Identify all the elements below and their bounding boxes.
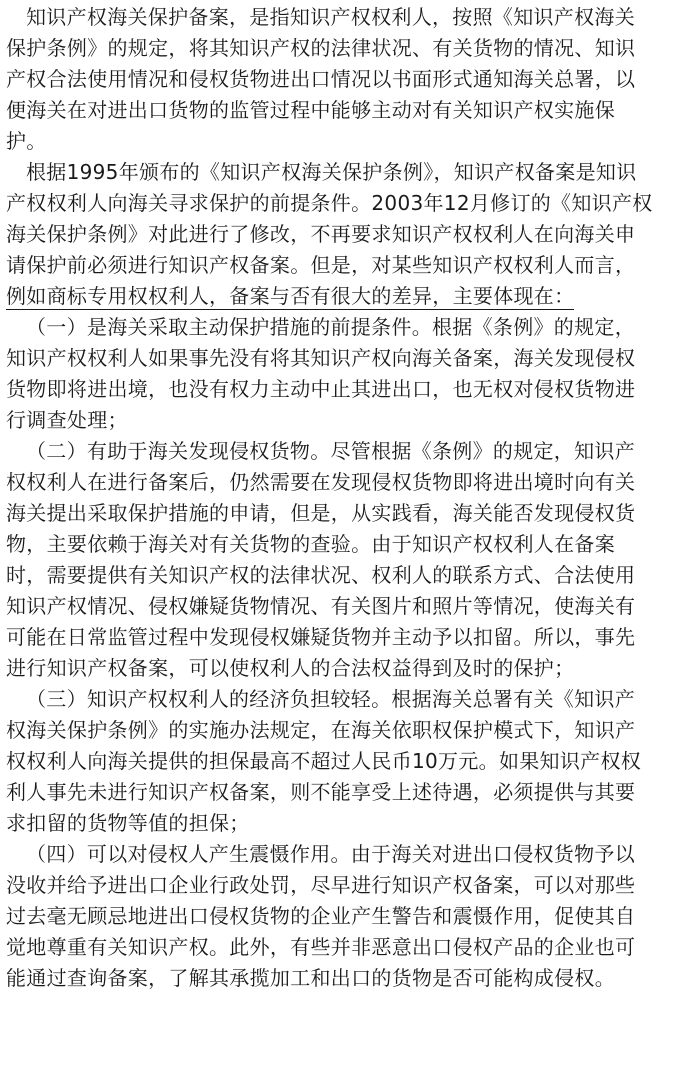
text-line: 产权权利人向海关寻求保护的前提条件。2003年12月修订的《知识产权 — [6, 191, 653, 215]
paragraph-point-4 — [6, 839, 694, 994]
text-line: （三）知识产权权利人的经济负担较轻。根据海关总署有关《知识产 — [26, 687, 635, 711]
text-line: 能通过查询备案，了解其承揽加工和出口的货物是否可能构成侵权。 — [6, 966, 615, 990]
text-line: 没收并给予进出口企业行政处罚，尽早进行知识产权备案，可以对那些 — [6, 873, 636, 897]
text-line: 进行知识产权备案，可以使权利人的合法权益得到及时的保护； — [6, 656, 575, 680]
text-line: 权权利人在进行备案后，仍然需要在发现侵权货物即将进出境时向有关 — [6, 470, 636, 494]
text-line: 请保护前必须进行知识产权备案。但是，对某些知识产权权利人而言， — [6, 253, 636, 277]
text-line: 知识产权海关保护备案，是指知识产权权利人，按照《知识产权海关 — [26, 5, 635, 29]
text-line: 权海关保护条例》的实施办法规定，在海关依职权保护模式下，知识产 — [6, 718, 636, 742]
text-line: 保护条例》的规定，将其知识产权的法律状况、有关货物的情况、知识 — [6, 36, 636, 60]
paragraph-intro — [6, 2, 694, 157]
text-line: 觉地尊重有关知识产权。此外，有些并非恶意出口侵权产品的企业也可 — [6, 935, 636, 959]
text-line: 便海关在对进出口货物的监管过程中能够主动对有关知识产权实施保 — [6, 98, 615, 122]
text-line: 利人事先未进行知识产权备案，则不能享受上述待遇，必须提供与其要 — [6, 780, 636, 804]
paragraph-point-1 — [6, 312, 694, 436]
text-line: 可能在日常监管过程中发现侵权嫌疑货物并主动予以扣留。所以，事先 — [6, 625, 636, 649]
text-line: 求扣留的货物等值的担保； — [6, 811, 250, 835]
text-line-underlined — [6, 281, 694, 312]
text-line: 护。 — [6, 129, 47, 153]
text-line: （一）是海关采取主动保护措施的前提条件。根据《条例》的规定， — [26, 315, 635, 339]
paragraph-point-2 — [6, 436, 694, 684]
text-line: 知识产权权利人如果事先没有将其知识产权向海关备案，海关发现侵权 — [6, 346, 636, 370]
text-line: 根据1995年颁布的《知识产权海关保护条例》，知识产权备案是知识 — [26, 160, 637, 184]
text-line: 海关提出采取保护措施的申请，但是，从实践看，海关能否发现侵权货 — [6, 501, 636, 525]
underlined-text: 例如商标专用权权利人，备案与否有很大的差异，主要体现在： — [6, 284, 575, 308]
text-line: 货物即将进出境，也没有权力主动中止其进出口，也无权对侵权货物进 — [6, 377, 636, 401]
text-line: 过去毫无顾忌地进出口侵权货物的企业产生警告和震慑作用，促使其自 — [6, 904, 636, 928]
text-line: 物，主要依赖于海关对有关货物的查验。由于知识产权权利人在备案 — [6, 532, 615, 556]
text-line: （四）可以对侵权人产生震慑作用。由于海关对进出口侵权货物予以 — [26, 842, 635, 866]
paragraph-background — [6, 157, 694, 312]
text-line: 知识产权情况、侵权嫌疑货物情况、有关图片和照片等情况，使海关有 — [6, 594, 636, 618]
paragraph-point-3 — [6, 684, 694, 839]
text-line: 海关保护条例》对此进行了修改，不再要求知识产权权利人在向海关申 — [6, 222, 636, 246]
text-line: 权权利人向海关提供的担保最高不超过人民币10万元。如果知识产权权 — [6, 749, 642, 773]
text-line: 时，需要提供有关知识产权的法律状况、权利人的联系方式、合法使用 — [6, 563, 636, 587]
text-line: （二）有助于海关发现侵权货物。尽管根据《条例》的规定，知识产 — [26, 439, 635, 463]
text-line: 产权合法使用情况和侵权货物进出口情况以书面形式通知海关总署，以 — [6, 67, 636, 91]
text-line: 行调查处理； — [6, 408, 128, 432]
